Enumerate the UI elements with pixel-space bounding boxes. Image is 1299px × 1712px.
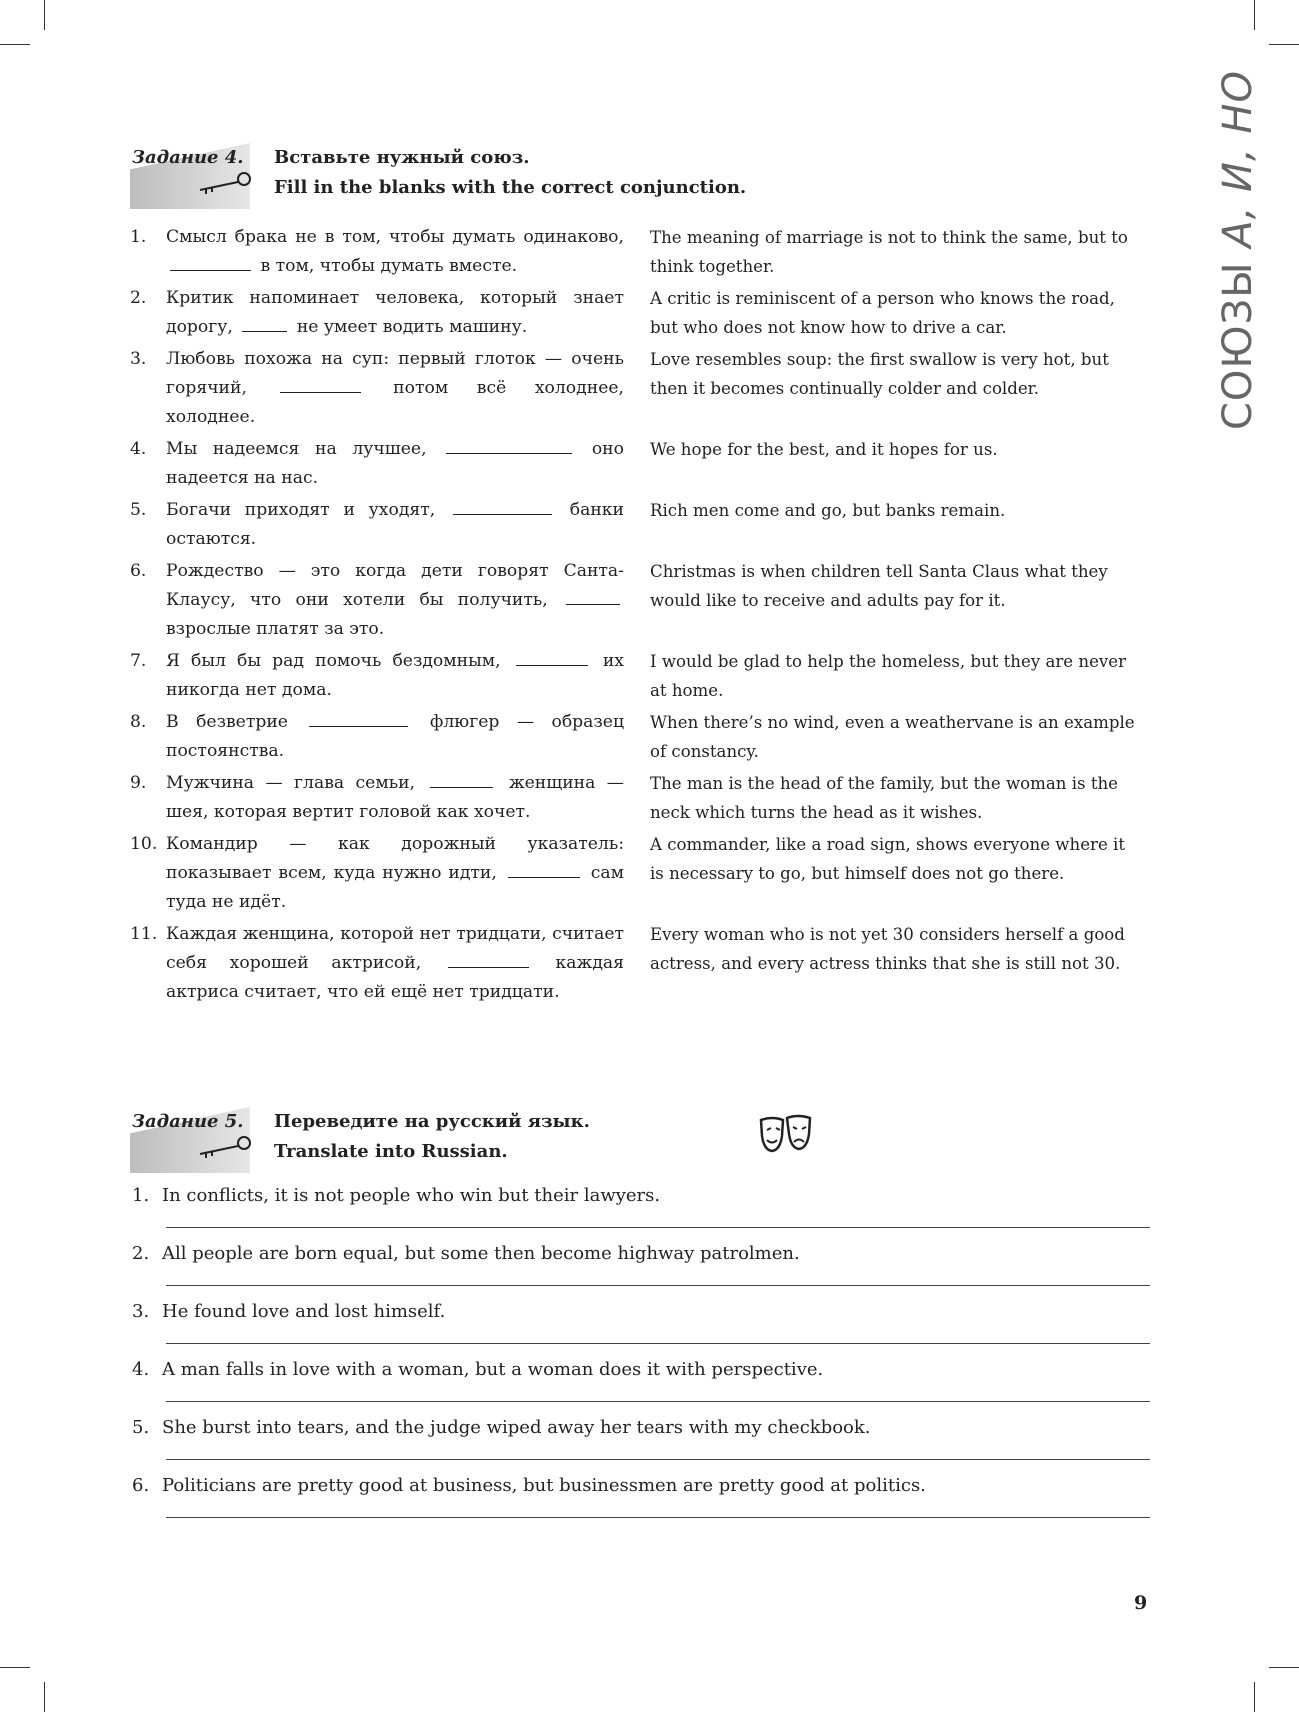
english-translation: The man is the head of the family, but the woman is the neck which turns the head as it wishes. bbox=[650, 774, 1119, 822]
russian-sentence bbox=[166, 496, 624, 554]
sentence-after-blank: каждая актриса считает, что ей ещё нет тридцати. bbox=[166, 953, 624, 1002]
translation-item bbox=[130, 1413, 1150, 1471]
key-icon bbox=[196, 1135, 256, 1159]
english-translation: The meaning of marriage is not to think the same, but to think together. bbox=[650, 228, 1128, 276]
item-number: 3. bbox=[130, 349, 147, 369]
task4-instruction-ru: Вставьте нужный союз. bbox=[274, 147, 530, 168]
crop-mark bbox=[44, 1682, 45, 1712]
russian-sentence bbox=[166, 557, 624, 644]
answer-blank[interactable] bbox=[566, 588, 620, 605]
answer-blank[interactable] bbox=[430, 771, 493, 788]
task4-list bbox=[130, 223, 1150, 1010]
item-number: 11. bbox=[130, 924, 158, 944]
exercise-item bbox=[130, 345, 1150, 432]
item-number: 7. bbox=[130, 651, 147, 671]
russian-sentence bbox=[166, 708, 624, 766]
exercise-item bbox=[130, 769, 1150, 827]
english-sentence: He found love and lost himself. bbox=[162, 1301, 446, 1322]
english-translation: I would be glad to help the homeless, but they are never at home. bbox=[650, 652, 1127, 700]
task5-list bbox=[130, 1181, 1150, 1529]
sentence-after-blank: женщина — шея, которая вертит головой как хочет. bbox=[166, 773, 624, 822]
russian-sentence bbox=[166, 435, 624, 493]
answer-line[interactable] bbox=[166, 1285, 1150, 1286]
english-translation: We hope for the best, and it hopes for us. bbox=[650, 440, 998, 459]
task5-label: Задание 5. bbox=[132, 1111, 244, 1132]
answer-line[interactable] bbox=[166, 1227, 1150, 1228]
answer-blank[interactable] bbox=[448, 951, 529, 968]
item-number: 9. bbox=[130, 773, 147, 793]
theater-masks-icon bbox=[758, 1114, 814, 1154]
russian-sentence bbox=[166, 647, 624, 705]
item-number: 1. bbox=[130, 227, 147, 247]
english-sentence: In conflicts, it is not people who win but their lawyers. bbox=[162, 1185, 661, 1206]
russian-sentence bbox=[166, 830, 624, 917]
sentence-before-blank: Рождество — это когда дети говорят Санта-Клаусу, что они хотели бы получить, bbox=[166, 561, 624, 610]
answer-blank[interactable] bbox=[516, 649, 588, 666]
sentence-after-blank: банки остаются. bbox=[166, 500, 624, 549]
exercise-item bbox=[130, 557, 1150, 644]
section-title-conjunctions: А, И, НО bbox=[1215, 70, 1261, 248]
item-number: 2. bbox=[132, 1243, 150, 1264]
crop-mark bbox=[44, 0, 45, 30]
item-number: 8. bbox=[130, 712, 147, 732]
crop-mark bbox=[1254, 1682, 1255, 1712]
english-sentence: She burst into tears, and the judge wiped away her tears with my checkbook. bbox=[162, 1417, 871, 1438]
exercise-item bbox=[130, 708, 1150, 766]
russian-sentence bbox=[166, 920, 624, 1007]
key-icon bbox=[196, 171, 256, 195]
english-translation: Rich men come and go, but banks remain. bbox=[650, 501, 1006, 520]
exercise-item bbox=[130, 830, 1150, 917]
russian-sentence bbox=[166, 345, 624, 432]
task4-label: Задание 4. bbox=[132, 147, 244, 168]
sentence-before-blank: Критик напоминает человека, который знает дорогу, bbox=[166, 288, 624, 337]
exercise-item bbox=[130, 223, 1150, 281]
english-sentence: A man falls in love with a woman, but a woman does it with perspective. bbox=[162, 1359, 824, 1380]
sentence-before-blank: Каждая женщина, которой нет тридцати, считает себя хорошей актрисой, bbox=[166, 924, 624, 973]
exercise-item bbox=[130, 496, 1150, 554]
translation-item bbox=[130, 1355, 1150, 1413]
item-number: 2. bbox=[130, 288, 147, 308]
exercise-item bbox=[130, 435, 1150, 493]
russian-sentence bbox=[166, 223, 624, 281]
sentence-after-blank: потом всё холоднее, холоднее. bbox=[166, 378, 625, 427]
english-translation: When there’s no wind, even a weathervane is an example of constancy. bbox=[650, 713, 1135, 761]
answer-blank[interactable] bbox=[280, 376, 361, 393]
crop-mark bbox=[0, 1667, 30, 1668]
sentence-after-blank: не умеет водить машину. bbox=[296, 317, 528, 337]
sentence-before-blank: Смысл брака не в том, чтобы думать одинаково, bbox=[166, 227, 624, 247]
sentence-before-blank: В безветрие bbox=[166, 712, 288, 732]
sentence-after-blank: флюгер — образец постоянства. bbox=[166, 712, 625, 761]
answer-blank[interactable] bbox=[170, 254, 251, 271]
item-number: 1. bbox=[132, 1185, 150, 1206]
exercise-item bbox=[130, 920, 1150, 1007]
item-number: 4. bbox=[132, 1359, 150, 1380]
english-translation: A commander, like a road sign, shows everyone where it is necessary to go, but himself does not go there. bbox=[650, 835, 1126, 883]
translation-item bbox=[130, 1181, 1150, 1239]
english-translation: Every woman who is not yet 30 considers herself a good actress, and every actress thinks that she is still not 30. bbox=[650, 925, 1125, 973]
crop-mark bbox=[0, 44, 30, 45]
item-number: 6. bbox=[132, 1475, 150, 1496]
task5-instructions bbox=[274, 1107, 590, 1167]
answer-blank[interactable] bbox=[309, 710, 408, 727]
item-number: 6. bbox=[130, 561, 147, 581]
answer-blank[interactable] bbox=[453, 498, 552, 515]
sentence-after-blank: оно надеется на нас. bbox=[166, 439, 624, 488]
item-number: 4. bbox=[130, 439, 147, 459]
crop-mark bbox=[1269, 1667, 1299, 1668]
section-title-prefix: СОЮЗЫ bbox=[1215, 247, 1261, 430]
exercise-item bbox=[130, 647, 1150, 705]
translation-item bbox=[130, 1297, 1150, 1355]
answer-line[interactable] bbox=[166, 1401, 1150, 1402]
page-number: 9 bbox=[1134, 1592, 1148, 1614]
russian-sentence bbox=[166, 284, 624, 342]
task4-instruction-en: Fill in the blanks with the correct conjunction. bbox=[274, 177, 747, 198]
answer-line[interactable] bbox=[166, 1343, 1150, 1344]
sentence-after-blank: взрослые платят за это. bbox=[166, 619, 385, 639]
task5-instruction-ru: Переведите на русский язык. bbox=[274, 1111, 590, 1132]
task4-header bbox=[130, 143, 830, 213]
english-translation: A critic is reminiscent of a person who knows the road, but who does not know how to drive a car. bbox=[650, 289, 1115, 337]
task5-instruction-en: Translate into Russian. bbox=[274, 1141, 508, 1162]
item-number: 3. bbox=[132, 1301, 150, 1322]
item-number: 10. bbox=[130, 834, 158, 854]
russian-sentence bbox=[166, 769, 624, 827]
sentence-after-blank: в том, чтобы думать вместе. bbox=[260, 256, 518, 276]
section-title bbox=[1212, 70, 1264, 430]
translation-item bbox=[130, 1239, 1150, 1297]
task4-instructions bbox=[274, 143, 746, 203]
english-translation: Christmas is when children tell Santa Claus what they would like to receive and adults pay for it. bbox=[650, 562, 1108, 610]
crop-mark bbox=[1254, 0, 1255, 30]
english-sentence: All people are born equal, but some then become highway patrolmen. bbox=[162, 1243, 800, 1264]
sentence-before-blank: Богачи приходят и уходят, bbox=[166, 500, 436, 520]
sentence-before-blank: Любовь похожа на суп: первый глоток — очень горячий, bbox=[166, 349, 624, 398]
task5-header bbox=[130, 1107, 830, 1177]
sentence-after-blank: их никогда нет дома. bbox=[166, 651, 624, 700]
sentence-before-blank: Я был бы рад помочь бездомным, bbox=[166, 651, 501, 671]
sentence-before-blank: Мужчина — глава семьи, bbox=[166, 773, 415, 793]
answer-line[interactable] bbox=[166, 1459, 1150, 1460]
answer-blank[interactable] bbox=[508, 861, 580, 878]
english-sentence: Politicians are pretty good at business, but businessmen are pretty good at politics. bbox=[162, 1475, 926, 1496]
translation-item bbox=[130, 1471, 1150, 1529]
sentence-before-blank: Мы надеемся на лучшее, bbox=[166, 439, 427, 459]
answer-blank[interactable] bbox=[242, 315, 287, 332]
exercise-item bbox=[130, 284, 1150, 342]
answer-line[interactable] bbox=[166, 1517, 1150, 1518]
sentence-after-blank: сам туда не идёт. bbox=[166, 863, 625, 912]
english-translation: Love resembles soup: the first swallow is very hot, but then it becomes continually colder and colder. bbox=[650, 350, 1109, 398]
answer-blank[interactable] bbox=[446, 437, 572, 454]
item-number: 5. bbox=[130, 500, 147, 520]
sentence-before-blank: Командир — как дорожный указатель: показывает всем, куда нужно идти, bbox=[166, 834, 624, 883]
item-number: 5. bbox=[132, 1417, 150, 1438]
crop-mark bbox=[1269, 44, 1299, 45]
